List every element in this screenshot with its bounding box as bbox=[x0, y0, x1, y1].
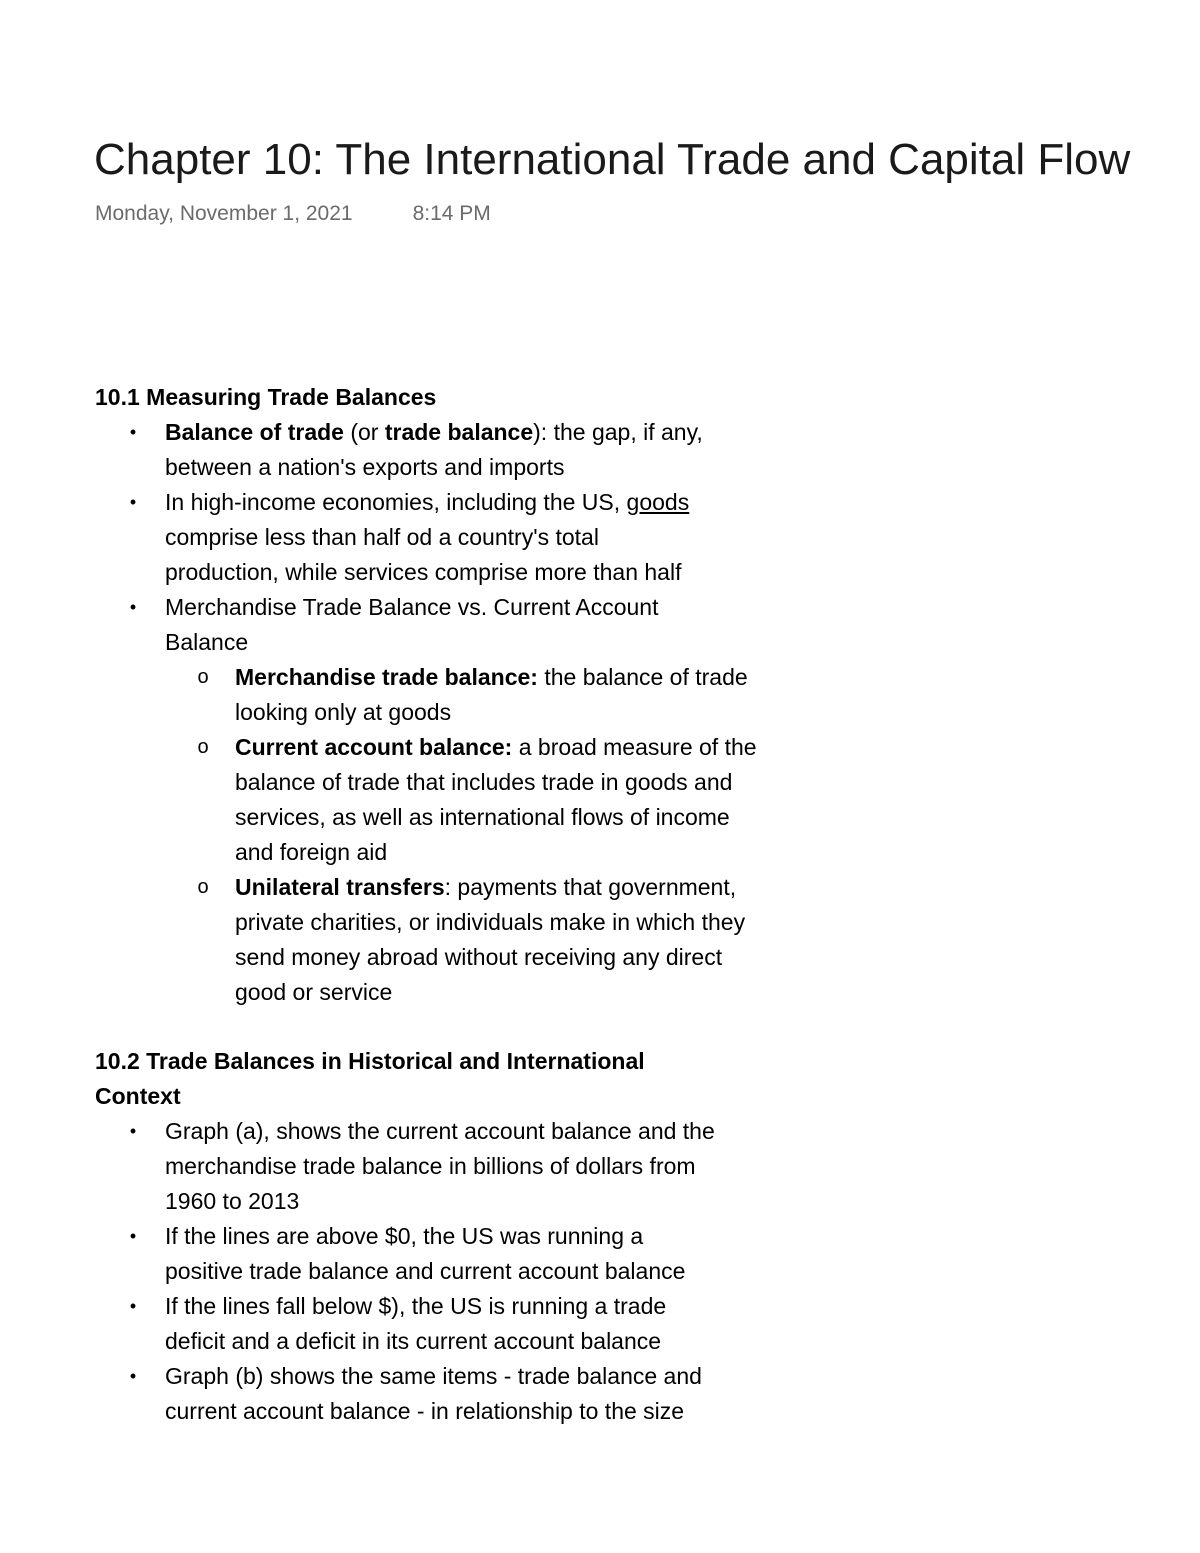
note-timestamp bbox=[95, 200, 491, 228]
sub-bullet-marker: o bbox=[197, 876, 209, 898]
text: : payments that government, private charities, or individuals make in which they send money abroad without receiving any direct good or service bbox=[235, 874, 746, 1005]
bullet-marker: • bbox=[129, 1296, 137, 1316]
list-item bbox=[95, 1219, 715, 1289]
term: Merchandise trade balance: bbox=[235, 664, 538, 690]
note-content bbox=[95, 380, 795, 1463]
bullet-list bbox=[95, 415, 795, 1010]
bullet-marker: • bbox=[129, 1121, 137, 1141]
term: Unilateral transfers bbox=[235, 874, 445, 900]
text: Graph (a), shows the current account balance and the merchandise trade balance in billions of dollars from 1960 to 2013 bbox=[165, 1118, 715, 1214]
text: In high-income economies, including the US, bbox=[165, 489, 627, 515]
list-item bbox=[95, 590, 757, 1010]
section-measuring-trade-balances bbox=[95, 380, 795, 1010]
sub-list-item bbox=[165, 660, 771, 730]
term: Current account balance: bbox=[235, 734, 513, 760]
sub-list-item bbox=[165, 870, 771, 1010]
page-title: Chapter 10: The International Trade and Capital Flow bbox=[94, 135, 1131, 184]
text: comprise less than half od a country's total production, while services comprise more than half bbox=[165, 524, 682, 585]
sub-list-item bbox=[165, 730, 771, 870]
text: a broad measure of the balance of trade that includes trade in goods and services, as well as international flows of income and foreign aid bbox=[235, 734, 757, 865]
text: If the lines are above $0, the US was running a positive trade balance and current account balance bbox=[165, 1223, 686, 1284]
section-heading: 10.2 Trade Balances in Historical and International Context bbox=[95, 1048, 645, 1109]
list-item bbox=[95, 1289, 715, 1359]
term: trade balance bbox=[384, 419, 534, 445]
underlined-term: goods bbox=[626, 489, 690, 515]
sub-bullet-marker: o bbox=[197, 736, 209, 758]
list-item bbox=[95, 485, 715, 590]
bullet-marker: • bbox=[129, 1366, 137, 1386]
text: If the lines fall below $), the US is running a trade deficit and a deficit in its current account balance bbox=[165, 1293, 667, 1354]
section-historical-context bbox=[95, 1044, 795, 1429]
list-item bbox=[95, 415, 715, 485]
section-heading: 10.1 Measuring Trade Balances bbox=[95, 384, 437, 410]
note-date: Monday, November 1, 2021 bbox=[95, 202, 353, 225]
bullet-marker: • bbox=[129, 422, 137, 442]
text: Graph (b) shows the same items - trade balance and current account balance - in relationship to the size bbox=[165, 1363, 702, 1424]
list-item bbox=[95, 1114, 715, 1219]
sub-bullet-list bbox=[95, 660, 757, 1010]
text: Merchandise Trade Balance vs. Current Account Balance bbox=[165, 594, 659, 655]
sub-bullet-marker: o bbox=[197, 666, 209, 688]
list-item bbox=[95, 1359, 715, 1429]
bullet-marker: • bbox=[129, 1226, 137, 1246]
text: (or bbox=[343, 419, 385, 445]
bullet-marker: • bbox=[129, 492, 137, 512]
bullet-list bbox=[95, 1114, 795, 1429]
bullet-marker: • bbox=[129, 597, 137, 617]
term: Balance of trade bbox=[165, 419, 344, 445]
text: ): the gap, if any, between a nation's exports and imports bbox=[165, 419, 703, 480]
text: the balance of trade looking only at goods bbox=[235, 664, 748, 725]
note-time: 8:14 PM bbox=[412, 202, 491, 225]
